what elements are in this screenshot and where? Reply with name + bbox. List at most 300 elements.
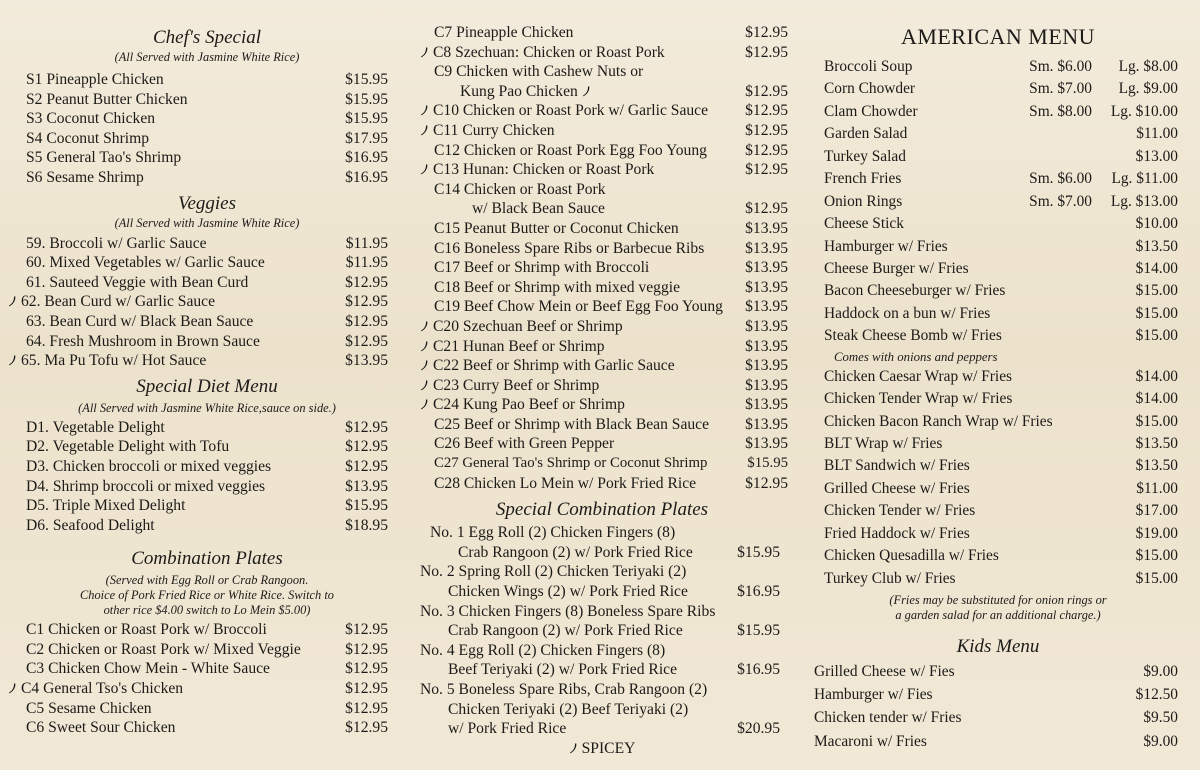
item-price: $13.95	[745, 415, 788, 433]
item-price-large: Lg. $11.00	[1111, 170, 1178, 188]
item-price: $9.00	[1143, 663, 1178, 681]
menu-item	[824, 388, 1178, 410]
spicy-legend	[416, 739, 788, 759]
menu-column-left	[21, 26, 388, 738]
menu-item	[26, 253, 388, 273]
item-price: $15.00	[1135, 282, 1178, 300]
item-price: $11.95	[345, 234, 388, 252]
menu-item	[416, 356, 788, 376]
menu-item	[416, 376, 788, 396]
item-name: Chicken tender w/ Fries	[814, 709, 962, 727]
menu-item	[26, 148, 388, 168]
section-note: (All Served with Jasmine White Rice)	[114, 215, 300, 230]
item-name: Onion Rings	[824, 192, 903, 210]
menu-item	[416, 395, 788, 415]
item-name: Turkey Club w/ Fries	[824, 569, 956, 587]
item-name: Turkey Salad	[824, 147, 906, 165]
item-price: $12.95	[345, 438, 388, 456]
item-name: C2 Chicken or Roast Pork w/ Mixed Veggie	[26, 640, 301, 658]
item-name: BLT Wrap w/ Fries	[824, 435, 943, 452]
item-price-large: Lg. $8.00	[1118, 58, 1178, 75]
item-price: $9.50	[1143, 709, 1178, 727]
menu-item	[824, 455, 1178, 477]
item-price: $14.00	[1135, 367, 1178, 385]
menu-item	[824, 433, 1178, 455]
item-price: $13.95	[745, 376, 788, 394]
menu-item	[416, 219, 788, 239]
item-name: Macaroni w/ Fries	[814, 732, 927, 750]
combo-line	[416, 660, 788, 680]
item-name: Crab Rangoon (2) w/ Pork Fried Rice	[448, 622, 683, 640]
item-price: $15.00	[1135, 412, 1178, 430]
item-price: $12.95	[745, 161, 788, 179]
item-price: $15.00	[1135, 569, 1178, 587]
item-price: $15.95	[737, 622, 780, 640]
menu-item	[824, 258, 1178, 280]
item-price: $16.95	[737, 661, 780, 679]
item-name: D3. Chicken broccoli or mixed veggies	[26, 457, 272, 475]
item-name: Steak Cheese Bomb w/ Fries	[824, 327, 1002, 345]
item-name: Garden Salad	[824, 125, 908, 143]
chili-pepper-icon	[420, 398, 429, 410]
chili-pepper-icon	[420, 340, 429, 352]
item-name: French Fries	[824, 170, 902, 188]
item-price: $13.95	[345, 477, 388, 495]
menu-item	[26, 70, 388, 90]
menu-item	[824, 146, 1178, 168]
menu-item	[416, 121, 788, 141]
item-price: $15.95	[345, 110, 388, 128]
item-name: Chicken Caesar Wrap w/ Fries	[824, 367, 1013, 385]
menu-item	[26, 718, 388, 738]
item-price: $15.95	[345, 497, 388, 515]
item-price-small: Sm. $6.00	[1029, 170, 1092, 188]
menu-item	[824, 56, 1178, 78]
menu-item	[824, 523, 1178, 545]
item-price: $13.50	[1135, 237, 1178, 255]
item-name: Grilled Cheese w/ Fies	[814, 663, 955, 681]
menu-item	[416, 317, 788, 337]
menu-item	[416, 43, 788, 63]
section-title-special-diet: Special Diet Menu	[136, 375, 278, 397]
item-name: Chicken Wings (2) w/ Pork Fried Rice	[448, 583, 688, 601]
item-name: C27 General Tao's Shrimp or Coconut Shrimp	[434, 455, 708, 472]
item-name: D5. Triple Mixed Delight	[26, 497, 186, 515]
item-price: $12.95	[345, 680, 388, 698]
item-name: C12 Chicken or Roast Pork Egg Foo Young	[434, 141, 707, 159]
item-name: Broccoli Soup	[824, 58, 913, 75]
item-name: C26 Beef with Green Pepper	[434, 435, 615, 453]
item-price: $12.95	[745, 24, 788, 41]
item-price: $12.95	[745, 200, 788, 218]
menu-item	[26, 516, 388, 536]
item-name: Clam Chowder	[824, 102, 918, 120]
combo-line	[416, 582, 788, 602]
item-name: S6 Sesame Shrimp	[26, 168, 144, 186]
menu-item	[26, 620, 388, 640]
item-price: $12.95	[345, 719, 388, 737]
menu-item	[26, 457, 388, 477]
menu-item	[416, 337, 788, 357]
item-name: Fried Haddock w/ Fries	[824, 524, 970, 542]
section-note: (Served with Egg Roll or Crab Rangoon.	[105, 573, 309, 588]
menu-item	[416, 199, 788, 219]
item-name: 59. Broccoli w/ Garlic Sauce	[26, 234, 207, 252]
american-list	[812, 56, 1184, 590]
item-name: C23 Curry Beef or Shrimp	[433, 376, 600, 394]
item-price: $17.00	[1135, 502, 1178, 520]
menu-item	[8, 679, 388, 699]
item-price: $19.00	[1135, 524, 1178, 542]
menu-item	[814, 683, 1178, 706]
item-price-small: Sm. $7.00	[1029, 192, 1092, 210]
menu-item	[824, 280, 1178, 302]
item-price: $16.95	[345, 149, 388, 167]
item-price: $15.95	[345, 90, 388, 108]
item-price: $12.95	[345, 312, 388, 330]
item-price: $16.95	[345, 168, 388, 186]
item-name: C7 Pineapple Chicken	[434, 24, 574, 41]
item-name: D6. Seafood Delight	[26, 516, 155, 534]
menu-item	[824, 213, 1178, 235]
item-price: $13.95	[745, 357, 788, 375]
section-title-chefs-special: Chef's Special	[152, 27, 262, 48]
item-price: $12.95	[345, 660, 388, 678]
menu-item	[26, 312, 388, 332]
menu-item	[26, 129, 388, 149]
item-name: C8 Szechuan: Chicken or Roast Pork	[433, 43, 665, 61]
menu-item	[824, 500, 1178, 522]
item-name: C13 Hunan: Chicken or Roast Pork	[433, 161, 655, 179]
item-price: $15.95	[747, 455, 788, 472]
item-price: $13.95	[745, 278, 788, 296]
item-name: Corn Chowder	[824, 80, 916, 98]
item-price: $11.00	[1136, 479, 1178, 497]
combination-list	[21, 620, 388, 738]
item-name: Crab Rangoon (2) w/ Pork Fried Rice	[458, 543, 693, 561]
item-price: $13.95	[745, 298, 788, 316]
item-name: Chicken Quesadilla w/ Fries	[824, 547, 999, 565]
chili-pepper-icon	[420, 379, 429, 391]
menu-item	[416, 141, 788, 161]
combo-line	[416, 543, 788, 563]
menu-item	[416, 415, 788, 435]
item-name: C5 Sesame Chicken	[26, 699, 152, 717]
menu-item	[824, 123, 1178, 145]
item-name: 62. Bean Curd w/ Garlic Sauce	[21, 293, 216, 311]
item-price: $12.95	[345, 621, 388, 639]
item-price-small: Sm. $7.00	[1029, 80, 1092, 98]
item-name: C28 Chicken Lo Mein w/ Pork Fried Rice	[434, 474, 697, 492]
section-note: other rice $4.00 switch to Lo Mein $5.00)	[103, 603, 311, 618]
item-price: $12.95	[745, 43, 788, 61]
item-price: $12.95	[345, 332, 388, 350]
menu-column-right	[812, 22, 1184, 753]
item-name: No. 3 Chicken Fingers (8) Boneless Spare Ribs	[420, 602, 716, 620]
combo-line	[416, 700, 788, 720]
item-price: $12.50	[1135, 686, 1178, 704]
item-price: $13.95	[745, 239, 788, 257]
item-price-large: Lg. $10.00	[1110, 102, 1178, 120]
item-name: Grilled Cheese w/ Fries	[824, 479, 970, 497]
kids-list	[812, 660, 1184, 753]
item-name: S3 Coconut Chicken	[26, 110, 156, 128]
item-name: C22 Beef or Shrimp with Garlic Sauce	[433, 357, 675, 375]
menu-item	[814, 706, 1178, 729]
item-price: $15.00	[1135, 327, 1178, 345]
item-name: Chicken Bacon Ranch Wrap w/ Fries	[824, 412, 1053, 430]
item-price: $13.00	[1135, 147, 1178, 165]
item-price-large: Lg. $13.00	[1110, 192, 1178, 210]
item-name: C24 Kung Pao Beef or Shrimp	[433, 396, 625, 414]
item-name: C25 Beef or Shrimp with Black Bean Sauce	[434, 415, 709, 433]
menu-item	[416, 62, 788, 82]
item-name: 63. Bean Curd w/ Black Bean Sauce	[26, 312, 254, 330]
menu-item	[8, 351, 388, 371]
menu-item	[416, 160, 788, 180]
item-name: No. 4 Egg Roll (2) Chicken Fingers (8)	[420, 641, 666, 659]
item-price: $13.95	[745, 435, 788, 453]
item-price: $15.00	[1135, 304, 1178, 322]
chefs-special-list	[26, 70, 388, 188]
item-price: $11.00	[1136, 125, 1178, 143]
item-name: Haddock on a bun w/ Fries	[824, 304, 991, 322]
item-name: C10 Chicken or Roast Pork w/ Garlic Sauce	[433, 102, 709, 120]
combo-line	[416, 602, 788, 622]
item-name: S5 General Tao's Shrimp	[26, 149, 182, 167]
item-name: D4. Shrimp broccoli or mixed veggies	[26, 477, 266, 495]
item-price: $13.95	[745, 396, 788, 414]
item-name: C4 General Tso's Chicken	[21, 680, 184, 698]
menu-item	[824, 101, 1178, 123]
item-price: $15.95	[345, 71, 388, 88]
menu-item	[416, 258, 788, 278]
chili-pepper-icon	[420, 163, 429, 175]
item-name: Chicken Tender w/ Fries	[824, 502, 976, 520]
item-price-small: Sm. $6.00	[1029, 58, 1092, 75]
item-name: 64. Fresh Mushroom in Brown Sauce	[26, 332, 260, 350]
chili-pepper-icon	[420, 104, 429, 116]
menu-item	[824, 168, 1178, 190]
menu-item	[416, 239, 788, 259]
menu-item	[26, 234, 388, 254]
item-name: Chicken Teriyaki (2) Beef Teriyaki (2)	[448, 700, 689, 718]
item-price: $12.95	[345, 293, 388, 311]
chili-pepper-icon	[8, 682, 17, 694]
section-title-special-combination: Special Combination Plates	[495, 499, 709, 521]
item-name: C16 Boneless Spare Ribs or Barbecue Ribs	[434, 239, 705, 257]
item-price: $12.95	[345, 699, 388, 717]
menu-item	[824, 303, 1178, 325]
item-name: C3 Chicken Chow Mein - White Sauce	[26, 660, 270, 678]
combo-line	[416, 719, 788, 739]
menu-item	[416, 23, 788, 43]
fries-note: (Fries may be substituted for onion rings or	[889, 593, 1107, 608]
menu-item	[26, 418, 388, 438]
menu-column-middle	[416, 23, 788, 759]
chili-pepper-icon	[420, 46, 429, 58]
menu-item	[8, 292, 388, 312]
item-name: BLT Sandwich w/ Fries	[824, 457, 970, 475]
menu-item	[26, 640, 388, 660]
item-name: 60. Mixed Vegetables w/ Garlic Sauce	[26, 254, 265, 272]
chili-pepper-icon	[8, 295, 17, 307]
item-price: $9.00	[1143, 732, 1178, 750]
special-diet-list	[26, 418, 388, 536]
menu-item	[416, 434, 788, 454]
item-price: $13.95	[745, 259, 788, 277]
item-price: $15.95	[737, 543, 780, 561]
item-name: Hamburger w/ Fies	[814, 686, 933, 704]
menu-item	[26, 496, 388, 516]
item-name: Cheese Burger w/ Fries	[824, 259, 969, 277]
menu-item	[824, 568, 1178, 590]
item-name: C20 Szechuan Beef or Shrimp	[433, 317, 623, 335]
menu-item	[416, 101, 788, 121]
item-name: Beef Teriyaki (2) w/ Pork Fried Rice	[448, 661, 678, 679]
item-name: C14 Chicken or Roast Pork	[434, 180, 606, 198]
item-price: $18.95	[345, 516, 388, 534]
item-name: S1 Pineapple Chicken	[26, 71, 164, 88]
item-name: Chicken Tender Wrap w/ Fries	[824, 390, 1013, 408]
menu-item	[26, 168, 388, 188]
item-name: C18 Beef or Shrimp with mixed veggie	[434, 278, 680, 296]
menu-item	[26, 699, 388, 719]
item-name: w/ Black Bean Sauce	[472, 200, 605, 218]
item-price: $20.95	[737, 720, 780, 738]
menu-item	[824, 411, 1178, 433]
section-title-kids: Kids Menu	[956, 636, 1040, 658]
item-price: $12.95	[745, 102, 788, 120]
item-name: S4 Coconut Shrimp	[26, 129, 150, 147]
menu-item	[824, 236, 1178, 258]
item-price: $12.95	[345, 273, 388, 291]
special-combination-list	[416, 523, 788, 739]
menu-item	[416, 297, 788, 317]
item-note: Comes with onions and peppers	[834, 349, 998, 364]
item-price: $13.50	[1135, 435, 1178, 452]
item-name: Bacon Cheeseburger w/ Fries	[824, 282, 1006, 300]
item-name: C19 Beef Chow Mein or Beef Egg Foo Young	[434, 298, 723, 316]
item-price: $12.95	[745, 82, 788, 100]
menu-item	[814, 660, 1178, 683]
combo-line	[416, 641, 788, 661]
menu-item	[26, 477, 388, 497]
item-price: $13.95	[745, 219, 788, 237]
section-title-veggies: Veggies	[177, 192, 237, 214]
menu-item	[26, 273, 388, 293]
item-name: C9 Chicken with Cashew Nuts or	[434, 63, 644, 81]
item-name: C21 Hunan Beef or Shrimp	[433, 337, 605, 355]
item-name: C6 Sweet Sour Chicken	[26, 719, 176, 737]
menu-item	[824, 78, 1178, 100]
combo-line	[416, 621, 788, 641]
menu-item	[416, 454, 788, 474]
combo-line	[416, 680, 788, 700]
section-title-american: AMERICAN MENU	[900, 24, 1096, 49]
item-price: $14.00	[1135, 390, 1178, 408]
menu-item	[824, 545, 1178, 567]
combo-line	[416, 562, 788, 582]
section-note: (All Served with Jasmine White Rice,sauce on side.)	[78, 400, 336, 415]
menu-item	[26, 109, 388, 129]
section-note: (All Served with Jasmine White Rice)	[114, 50, 300, 64]
chili-pepper-icon	[420, 320, 429, 332]
menu-item	[26, 437, 388, 457]
menu-item	[814, 730, 1178, 753]
item-name: Cheese Stick	[824, 215, 904, 233]
item-name: D1. Vegetable Delight	[26, 418, 165, 436]
item-price: $15.00	[1135, 547, 1178, 565]
section-title-combination: Combination Plates	[131, 548, 283, 570]
combination-continued-list	[416, 23, 788, 493]
menu-item	[26, 90, 388, 110]
item-name: 65. Ma Pu Tofu w/ Hot Sauce	[21, 352, 207, 370]
item-name: C1 Chicken or Roast Pork w/ Broccoli	[26, 621, 267, 639]
item-price: $12.95	[745, 141, 788, 159]
menu-item	[824, 191, 1178, 213]
menu-item	[824, 366, 1178, 388]
item-name: No. 2 Spring Roll (2) Chicken Teriyaki (2)	[420, 563, 687, 581]
fries-note: a garden salad for an additional charge.)	[895, 608, 1101, 623]
item-price: $13.50	[1135, 457, 1178, 475]
item-price: $10.00	[1135, 215, 1178, 233]
item-name: C11 Curry Chicken	[433, 121, 555, 139]
menu-item	[416, 180, 788, 200]
item-price: $12.95	[345, 418, 388, 436]
spicy-legend-label: SPICEY	[581, 739, 636, 757]
item-price: $12.95	[745, 474, 788, 492]
menu-item	[26, 659, 388, 679]
item-name: S2 Peanut Butter Chicken	[26, 90, 188, 108]
item-price-large: Lg. $9.00	[1118, 80, 1178, 98]
chili-pepper-icon	[420, 359, 429, 371]
item-price: $12.95	[345, 457, 388, 475]
menu-item	[416, 82, 788, 102]
item-name: 61. Sauteed Veggie with Bean Curd	[26, 273, 249, 291]
menu-item	[824, 325, 1178, 347]
item-price: $14.00	[1135, 259, 1178, 277]
chili-pepper-icon	[420, 124, 429, 136]
menu-item	[26, 332, 388, 352]
item-price-small: Sm. $8.00	[1029, 102, 1092, 120]
chili-pepper-icon	[8, 354, 17, 366]
item-price: $11.95	[345, 254, 388, 272]
item-name: C17 Beef or Shrimp with Broccoli	[434, 259, 650, 277]
menu-item	[416, 278, 788, 298]
menu-item	[824, 478, 1178, 500]
item-price: $13.95	[745, 337, 788, 355]
item-price: $17.95	[345, 129, 388, 147]
item-name: Hamburger w/ Fries	[824, 237, 948, 255]
chili-pepper-icon	[569, 742, 578, 754]
item-price: $13.95	[745, 317, 788, 335]
item-name: No. 1 Egg Roll (2) Chicken Fingers (8)	[430, 524, 676, 542]
item-name: D2. Vegetable Delight with Tofu	[26, 438, 230, 456]
item-price: $16.95	[737, 583, 780, 601]
item-name: Kung Pao Chicken	[460, 82, 578, 100]
item-price: $12.95	[745, 121, 788, 139]
chili-pepper-icon	[582, 85, 591, 97]
item-name: No. 5 Boneless Spare Ribs, Crab Rangoon (2)	[420, 681, 708, 698]
veggies-list	[21, 234, 388, 371]
item-name: w/ Pork Fried Rice	[448, 720, 567, 738]
combo-line	[416, 523, 788, 543]
item-price: $12.95	[345, 640, 388, 658]
menu-item	[416, 474, 788, 494]
item-price: $13.95	[345, 352, 388, 370]
section-note: Choice of Pork Fried Rice or White Rice. Switch to	[80, 588, 334, 603]
